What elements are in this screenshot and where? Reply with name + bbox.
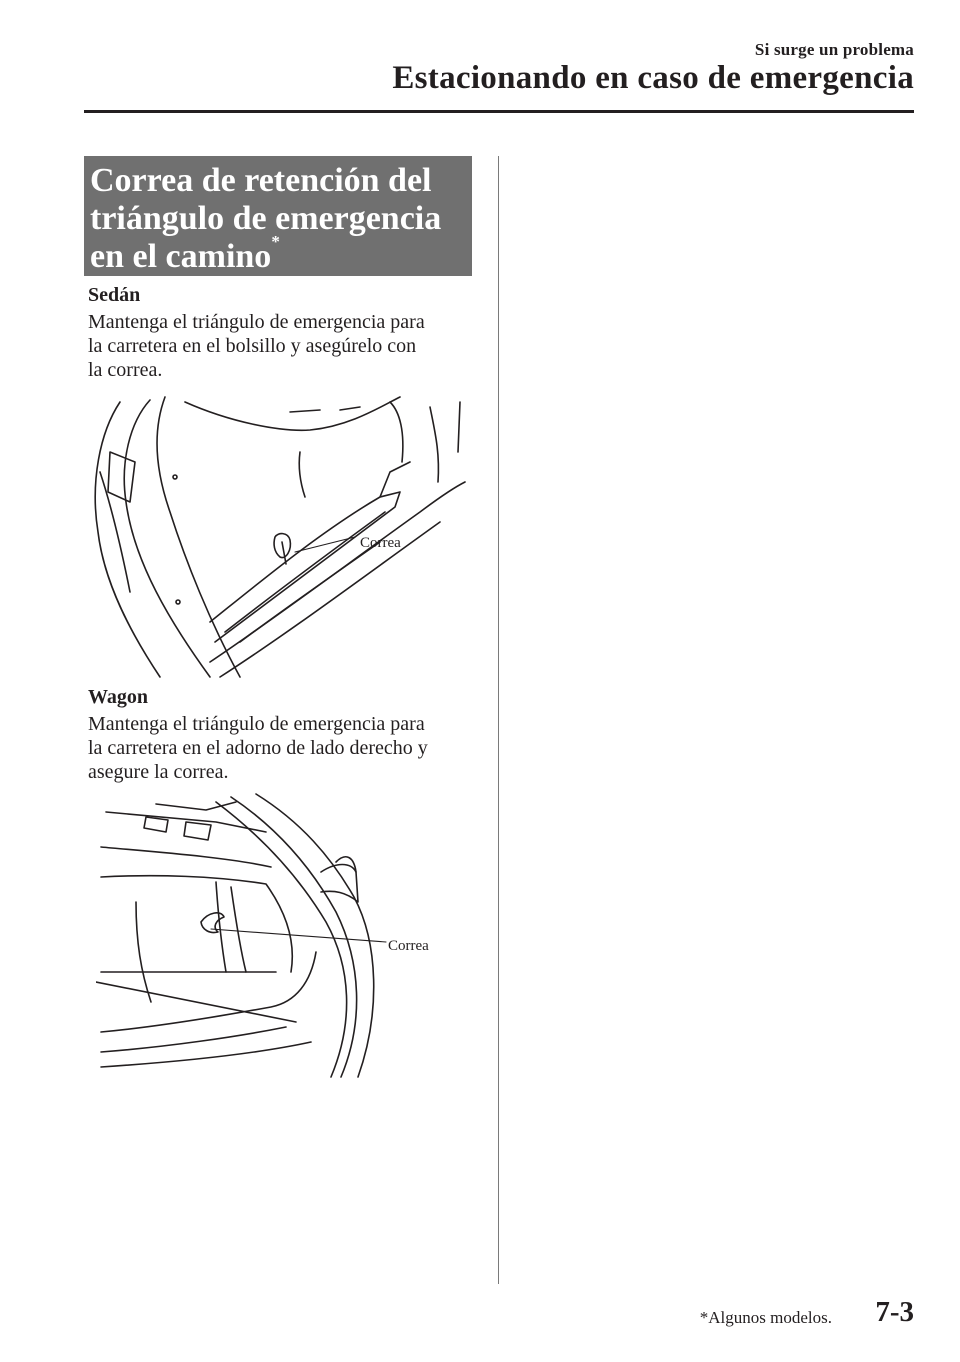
sedan-line-1: Mantenga el triángulo de emergencia para [88, 311, 425, 333]
page-number: 7-3 [875, 1296, 914, 1328]
sedan-heading: Sedán [88, 284, 141, 306]
section-title-box [84, 156, 472, 276]
wagon-line-3: asegure la correa. [88, 761, 229, 783]
sedan-trunk-illustration [90, 392, 480, 682]
wagon-heading: Wagon [88, 686, 149, 708]
sedan-line-2: la carretera en el bolsillo y asegúrelo con [88, 335, 417, 357]
sedan-strap-label: Correa [360, 535, 401, 551]
running-header-chapter: Si surge un problema [754, 40, 914, 59]
section-title-line-3: en el camino* [90, 232, 280, 275]
wagon-trunk-illustration [96, 792, 476, 1082]
wagon-line-2: la carretera en el adorno de lado derecho y [88, 737, 428, 759]
column-divider [498, 156, 499, 1284]
header-rule [84, 110, 914, 113]
section-title-mark: * [271, 232, 280, 251]
sedan-line-3: la correa. [88, 359, 163, 381]
section-title-line-2: triángulo de emergencia [90, 200, 442, 237]
running-header-title: Estacionando en caso de emergencia [392, 60, 914, 96]
sedan-paragraph [88, 310, 478, 382]
wagon-strap-label: Correa [388, 938, 429, 954]
footnote: *Algunos modelos. [699, 1308, 832, 1327]
wagon-line-1: Mantenga el triángulo de emergencia para [88, 713, 425, 735]
section-title-line-1: Correa de retención del [90, 162, 432, 199]
wagon-paragraph [88, 712, 478, 784]
